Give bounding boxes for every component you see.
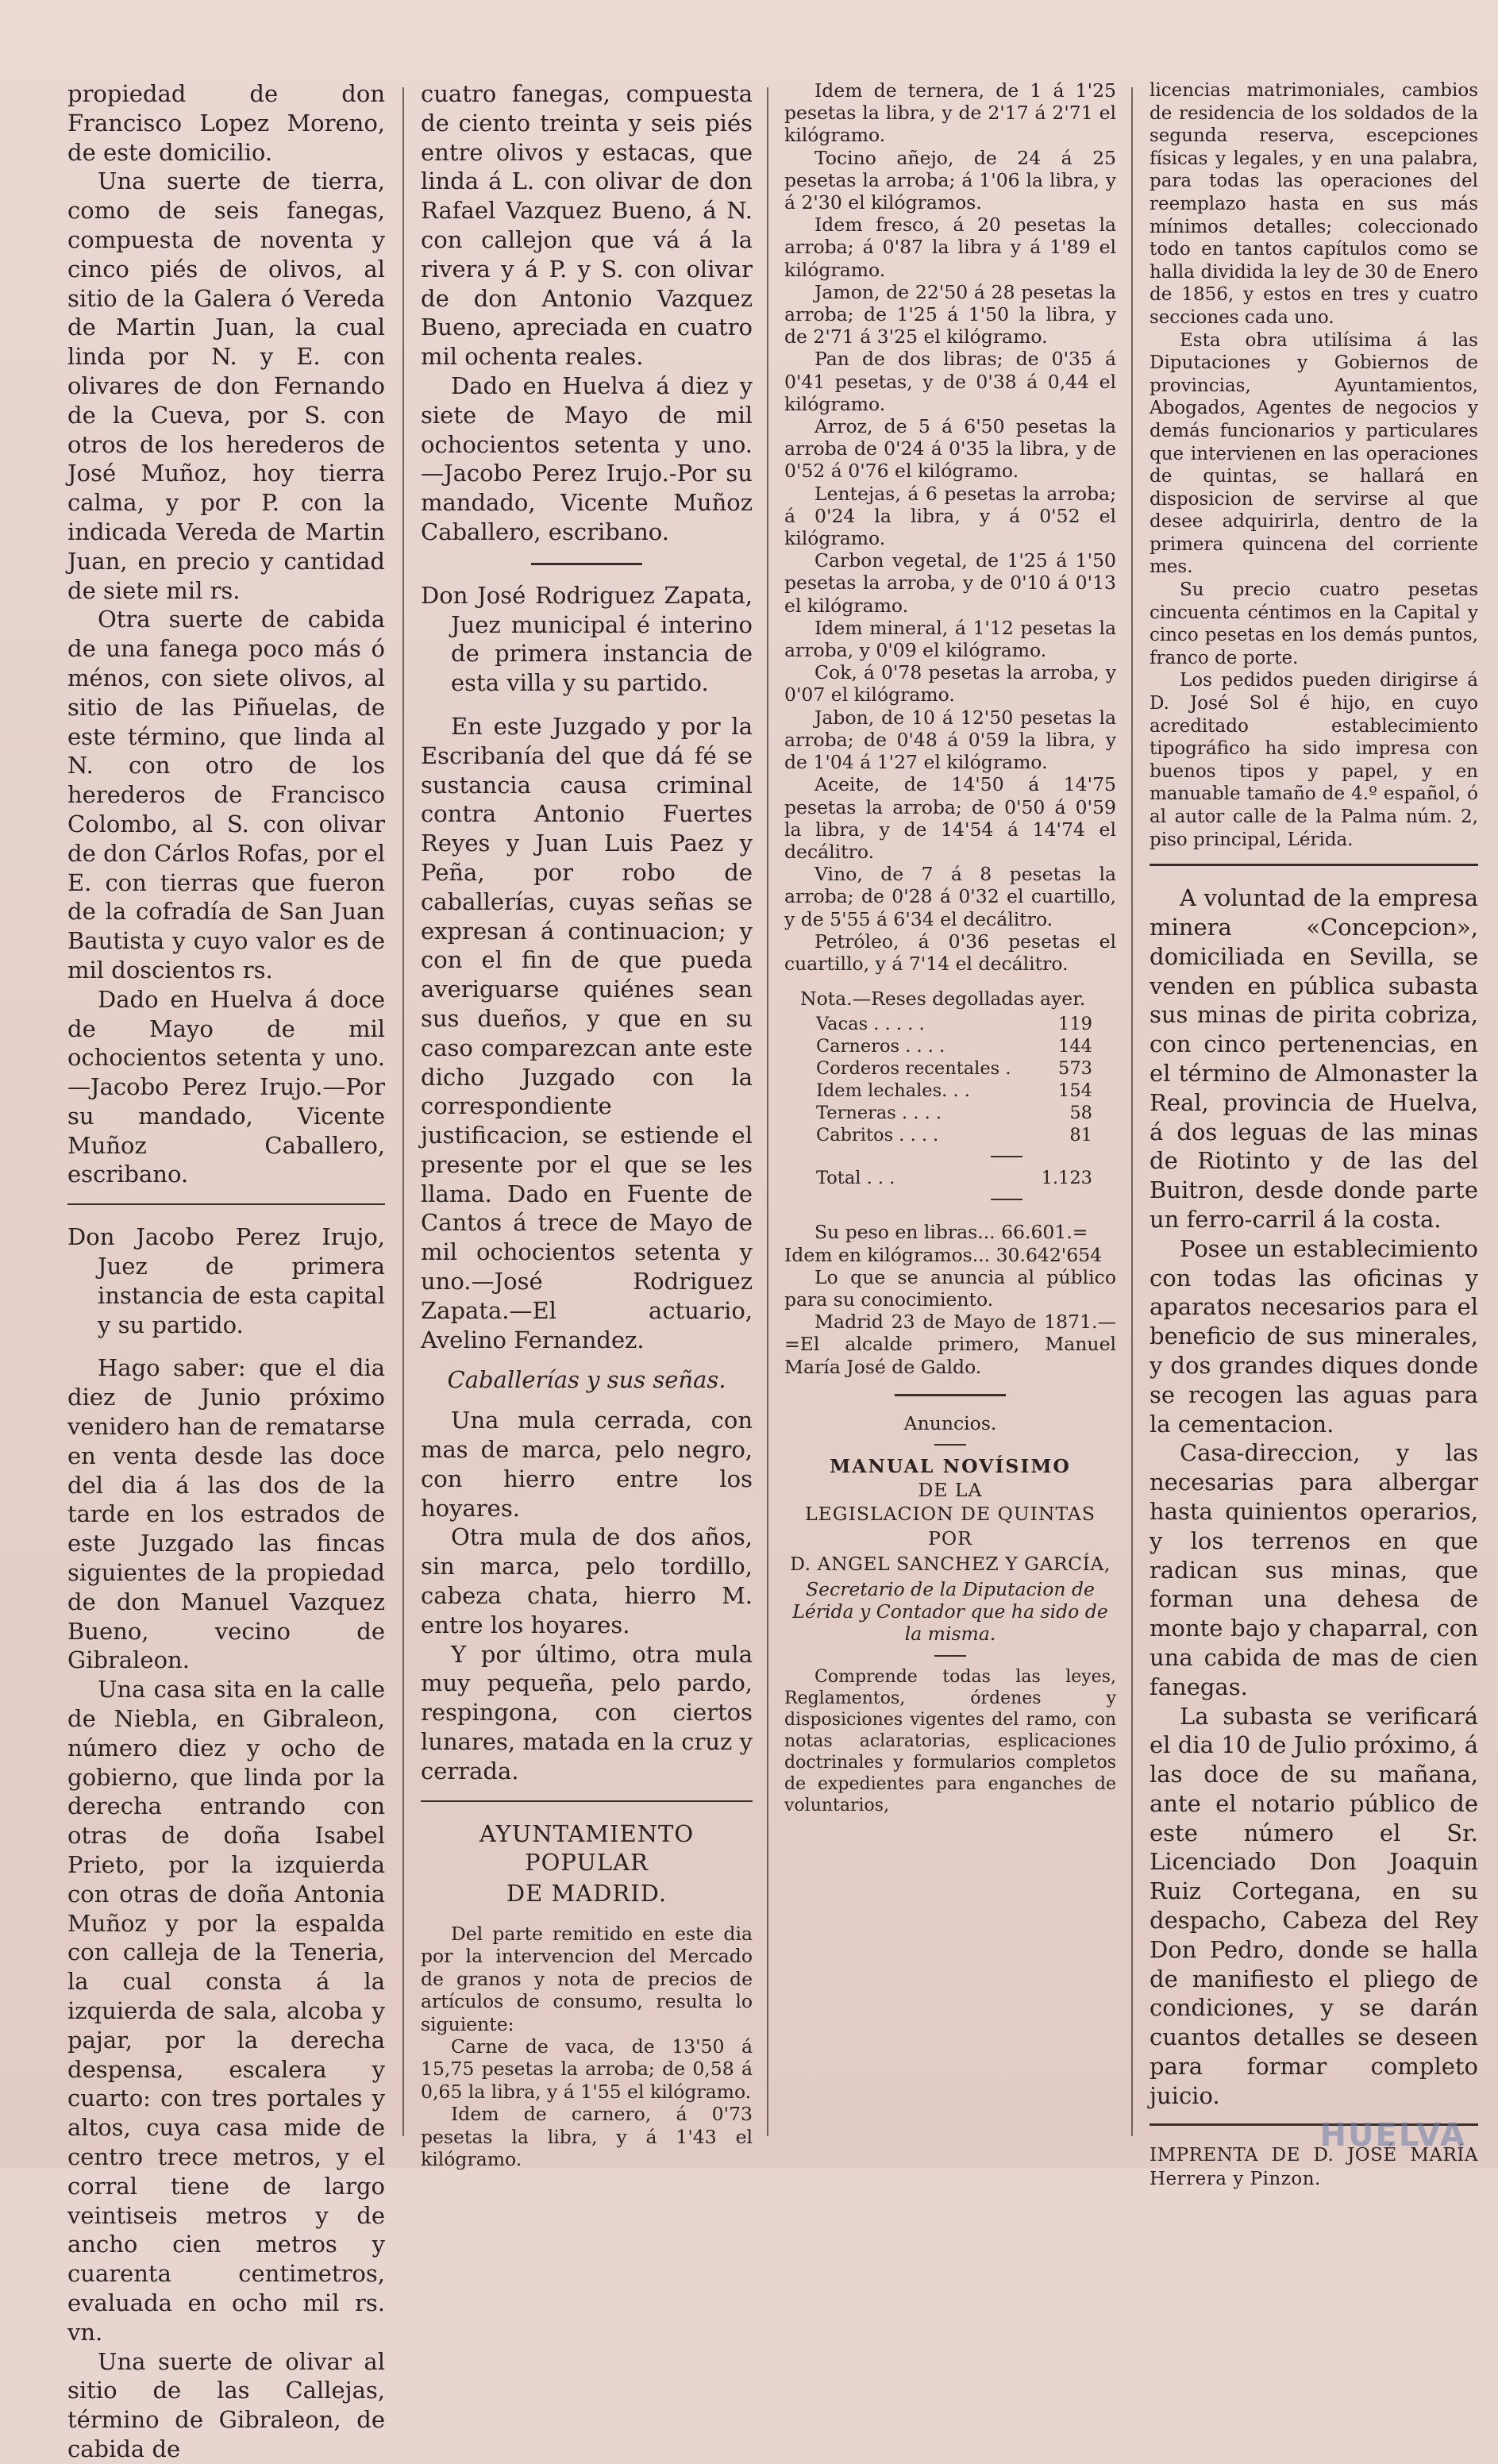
paragraph: cuatro fanegas, compuesta de ciento treinta y seis piés entre olivos y estacas, que linda á L. con olivar de don Rafael Vazquez Bueno, á N. con callejon que vá á la rivera y á P. y S. con olivar de don Antonio Vazquez Bueno, apreciada en cuatro mil ochenta reales. (421, 80, 753, 371)
livestock-kind: Cabritos . . . . (816, 1125, 939, 1146)
price-line: Idem mineral, á 1'12 pesetas la arroba, y 0'09 el kilógramo. (784, 616, 1116, 662)
total-divider (991, 1199, 1022, 1200)
column-rule (767, 87, 768, 2136)
column-rule (402, 87, 404, 2136)
nota-label: Nota.—Reses degolladas ayer. (800, 988, 1086, 1011)
paragraph: Carne de vaca, de 13'50 á 15,75 pesetas la arroba; de 0,58 á 0,65 la libra, y á 1'55 el kilógramo. (421, 2035, 753, 2103)
price-line: Vino, de 7 á 8 pesetas la arroba; de 0'28 á 0'32 el cuartillo, y de 5'55 á 6'34 el decálitro. (784, 863, 1116, 930)
total-value: 1.123 (1041, 1168, 1092, 1189)
livestock-count: 81 (1069, 1125, 1092, 1146)
paragraph: Los pedidos pueden dirigirse á D. José Sol é hijo, en cuyo acreditado establecimiento tipográfico ha sido impresa con buenos tipos y papel, y en manuable tamaño de 4.º español, ó al autor calle de la Palma núm. 2, piso principal, Lérida. (1149, 670, 1478, 850)
livestock-count: 119 (1058, 1014, 1092, 1035)
price-line: Aceite, de 14'50 á 14'75 pesetas la arroba; de 0'50 á 0'59 la libra, y de 14'54 á 14'74 el decálitro. (784, 773, 1116, 863)
paragraph: licencias matrimoniales, cambios de residencia de los soldados de la segunda reserva, escepciones físicas y legales, y en una palabra, para todas las operaciones del reemplazo hasta en sus más mínimos detalles; coleccionado todo en tantos capítulos como se halla dividida la ley de 30 de Enero de 1856, y estos en tres y cuatro secciones cada uno. (1149, 80, 1478, 328)
paragraph: Posee un establecimiento con todas las oficinas y aparatos necesarios para el beneficio de sus minerales, y dos grandes diques donde se recogen las aguas para la cementacion. (1149, 1234, 1478, 1438)
livestock-kind: Terneras . . . . (816, 1103, 942, 1124)
section-divider (934, 1444, 966, 1446)
paragraph: Lo que se anuncia al público para su conocimiento. (784, 1265, 1116, 1311)
notice-heading: Don José Rodriguez Zapata, Juez municipal é interino de primera instancia de esta villa y su partido. (421, 581, 753, 697)
paragraph: Dado en Huelva á doce de Mayo de mil ochocientos setenta y uno.—Jacobo Perez Irujo.—Por su mandado, Vicente Muñoz Caballero, escribano. (67, 985, 385, 1188)
price-line: Pan de dos libras; de 0'35 á 0'41 pesetas, y de 0'38 á 0,44 el kilógramo. (784, 348, 1116, 415)
author-title: Secretario de la Diputacion de Lérida y Contador que ha sido de la misma. (792, 1577, 1108, 1646)
total-label: Total . . . (816, 1168, 895, 1189)
book-title: MANUAL NOVÍSIMO (830, 1454, 1071, 1477)
livestock-total (784, 1167, 1116, 1189)
livestock-row (784, 1035, 1116, 1057)
livestock-count: 144 (1058, 1036, 1092, 1057)
anuncios-heading: Anuncios. (903, 1411, 997, 1434)
section-divider (531, 563, 642, 565)
paragraph: propiedad de don Francisco Lopez Moreno, de este domicilio. (67, 80, 385, 166)
column-2 (421, 79, 753, 2171)
column-1 (67, 79, 385, 2462)
section-heading: AYUNTAMIENTO POPULAR (479, 1819, 695, 1877)
paragraph: Su precio cuatro pesetas cincuenta céntimos en la Capital y cinco pesetas en los demás puntos, franco de porte. (1149, 579, 1478, 668)
book-by: POR (928, 1527, 972, 1550)
section-subheading: DE MADRID. (506, 1880, 668, 1908)
notice-heading: Don Jacobo Perez Irujo, Juez de primera instancia de esta capital y su partido. (67, 1223, 385, 1338)
livestock-row (784, 1013, 1116, 1035)
section-divider (895, 1394, 1006, 1396)
price-line: Tocino añejo, de 24 á 25 pesetas la arroba; á 1'06 la libra, y á 2'30 el kilógramos. (784, 146, 1116, 214)
paragraph: Una mula cerrada, con mas de marca, pelo negro, con hierro entre los hoyares. (421, 1407, 753, 1522)
livestock-table (784, 1013, 1116, 1146)
livestock-row (784, 1102, 1116, 1124)
price-line: Petróleo, á 0'36 pesetas el cuartillo, y á 7'14 el decálitro. (784, 930, 1116, 975)
paragraph: Hago saber: que el dia diez de Junio próximo venidero han de rematarse en venta desde las doce del dia á las dos de la tarde en los estrados de este Juzgado las fincas siguientes de la propiedad de don Manuel Vazquez Bueno, vecino de Gibraleon. (67, 1354, 385, 1674)
section-divider (1149, 864, 1478, 866)
paragraph: Madrid 23 de Mayo de 1871.— =El alcalde primero, Manuel María José de Galdo. (784, 1311, 1116, 1378)
book-subtitle: LEGISLACION DE QUINTAS (805, 1503, 1096, 1526)
price-line: Idem fresco, á 20 pesetas la arroba; á 0'87 la libra y á 1'89 el kilógramo. (784, 214, 1116, 281)
paragraph: Otra suerte de cabida de una fanega poco más ó ménos, con siete olivos, al sitio de las Piñuelas, de este término, que linda al N. con otro de los herederos de Francisco Colombo, al S. con olivar de don Cárlos Rofas, por el E. con tierras que fueron de la cofradía de San Juan Bautista y cuyo valor es de mil doscientos rs. (67, 606, 385, 984)
paragraph: Comprende todas las leyes, Reglamentos, órdenes y disposiciones vigentes del ramo, con notas aclaratorias, esplicaciones doctrinales y formularios completos de expedientes para enganches de voluntarios, (784, 1666, 1116, 1815)
total-divider (991, 1156, 1022, 1157)
paragraph: Dado en Huelva á diez y siete de Mayo de mil ochocientos setenta y uno.—Jacobo Perez Irujo.-Por su mandado, Vicente Muñoz Caballero, escribano. (421, 372, 753, 545)
livestock-row (784, 1080, 1116, 1102)
section-divider (421, 1800, 753, 1802)
paragraph: A voluntad de la empresa minera «Concepcion», domiciliada en Sevilla, se venden en pública subasta sus minas de pirita cobriza, con cinco pertenencias, en el término de Almonaster la Real, provincia de Huelva, á dos leguas de las minas de Riotinto y de las del Buitron, desde donde parte un ferro-carril á la costa. (1149, 884, 1478, 1233)
livestock-kind: Corderos recentales . (816, 1058, 1011, 1080)
paragraph: Una casa sita en la calle de Niebla, en Gibraleon, número diez y ocho de gobierno, que linda por la derecha entrando con otras de doña Isabel Prieto, por la izquierda con otras de doña Antonia Muñoz y por la espalda con calleja de la Teneria, la cual consta á la izquierda de sala, alcoba y pajar, por la derecha despensa, escalera y cuarto: con tres portales y altos, cuya casa mide de centro trece metros, y el corral tiene de largo veintiseis metros y de ancho cien metros y cuarenta centimetros, evaluada en ocho mil rs. vn. (67, 1676, 385, 2346)
printer-imprint: IMPRENTA DE D. JOSÉ MARÍA Herrera y Pinzon. (1149, 2144, 1478, 2189)
livestock-kind: Vacas . . . . . (816, 1014, 925, 1035)
paragraph: Del parte remitido en este dia por la intervencion del Mercado de granos y nota de precios de artículos de consumo, resulta lo siguiente: (421, 1923, 753, 2035)
paragraph: La subasta se verificará el dia 10 de Julio próximo, á las doce de su mañana, ante el notario público de este número el Sr. Licenciado Don Joaquin Ruiz Cortegana, en su despacho, Cabeza del Rey Don Pedro, donde se halla de manifiesto el pliego de condiciones, y se darán cuantos detalles se deseen para formar completo juicio. (1149, 1702, 1478, 2109)
livestock-row (784, 1124, 1116, 1146)
livestock-kind: Idem lechales. . . (816, 1080, 970, 1102)
column-4 (1149, 79, 1478, 2189)
livestock-count: 58 (1069, 1103, 1092, 1124)
column-3 (784, 79, 1116, 2144)
book-author: D. ANGEL SANCHEZ Y GARCÍA, (790, 1552, 1111, 1575)
price-line: Cok, á 0'78 pesetas la arroba, y 0'07 el kilógramo. (784, 661, 1116, 706)
paragraph: Una suerte de olivar al sitio de las Callejas, término de Gibraleon, de cabida de (67, 2347, 385, 2462)
livestock-count: 573 (1058, 1058, 1092, 1080)
weight-line: Idem en kilógramos... 30.642'654 (784, 1243, 1103, 1266)
paragraph: Casa-direccion, y las necesarias para albergar hasta quinientos operarios, y los terrenos en que radican sus minas, que forman una dehesa de monte bajo y chaparral, con una cabida de mas de cien fanegas. (1149, 1439, 1478, 1700)
price-line: Jamon, de 22'50 á 28 pesetas la arroba; de 1'25 á 1'50 la libra, y de 2'71 á 3'25 el kilógramo. (784, 280, 1116, 348)
column-rule (1131, 87, 1133, 2136)
section-divider (67, 1203, 385, 1205)
livestock-row (784, 1057, 1116, 1080)
price-line: Idem de ternera, de 1 á 1'25 pesetas la libra, y de 2'17 á 2'71 el kilógramo. (784, 79, 1116, 147)
livestock-kind: Carneros . . . . (816, 1036, 945, 1057)
paragraph: Una suerte de tierra, como de seis fanegas, compuesta de noventa y cinco piés de olivos, al sitio de la Galera ó Vereda de Martin Juan, la cual linda por N. y E. con olivares de don Fernando de la Cueva, por S. con otros de los herederos de José Muñoz, hoy tierra calma, y por P. con la indicada Vereda de Martin Juan, en precio y cantidad de siete mil rs. (67, 167, 385, 604)
price-line: Jabon, de 10 á 12'50 pesetas la arroba; de 0'48 á 0'59 la libra, y de 1'04 á 1'27 el kilógramo. (784, 706, 1116, 774)
price-line: Lentejas, á 6 pesetas la arroba; á 0'24 la libra, y á 0'52 el kilógramo. (784, 482, 1116, 550)
paragraph: Y por último, otra mula muy pequeña, pelo pardo, respingona, con ciertos lunares, matada en la cruz y cerrada. (421, 1640, 753, 1784)
paragraph: Idem de carnero, á 0'73 pesetas la libra, y á 1'43 el kilógramo. (421, 2103, 753, 2171)
price-line: Carbon vegetal, de 1'25 á 1'50 pesetas la arroba, y de 0'10 á 0'13 el kilógramo. (784, 549, 1116, 617)
paragraph: Esta obra utilísima á las Diputaciones y Gobiernos de provincias, Ayuntamientos, Abogados, Agentes de negocios y demás funcionarios y particulares que intervienen en las operaciones de quintas, se hallará en disposicion de servirse al que desee adquirirla, dentro de la primera quincena del corriente mes. (1149, 329, 1478, 578)
subheading: Caballerías y sus señas. (447, 1366, 726, 1394)
paragraph: Otra mula de dos años, sin marca, pelo tordillo, cabeza chata, hierro M. entre los hoyares. (421, 1523, 753, 1638)
weight-line: Su peso en libras... 66.601.= (814, 1221, 1088, 1244)
livestock-count: 154 (1058, 1080, 1092, 1102)
huelva-watermark: HUELVA (1319, 2117, 1466, 2154)
price-line: Arroz, de 5 á 6'50 pesetas la arroba de 0'24 á 0'35 la libra, y de 0'52 á 0'76 el kilógramo. (784, 415, 1116, 483)
paragraph: En este Juzgado y por la Escribanía del que dá fé se sustancia causa criminal contra Antonio Fuertes Reyes y Juan Luis Paez y Peña, por robo de caballerías, cuyas señas se expresan á continuacion; y con el fin de que pueda averiguarse quiénes sean sus dueños, y que en su caso comparezcan ante este dicho Juzgado con la correspondiente justificacion, se estiende el presente por el que se les llama. Dado en Fuente de Cantos á trece de Mayo de mil ochocientos setenta y uno.—José Rodriguez Zapata.—El actuario, Avelino Fernandez. (421, 712, 753, 1353)
section-divider (934, 1655, 966, 1657)
book-title-connector: DE LA (918, 1479, 983, 1502)
